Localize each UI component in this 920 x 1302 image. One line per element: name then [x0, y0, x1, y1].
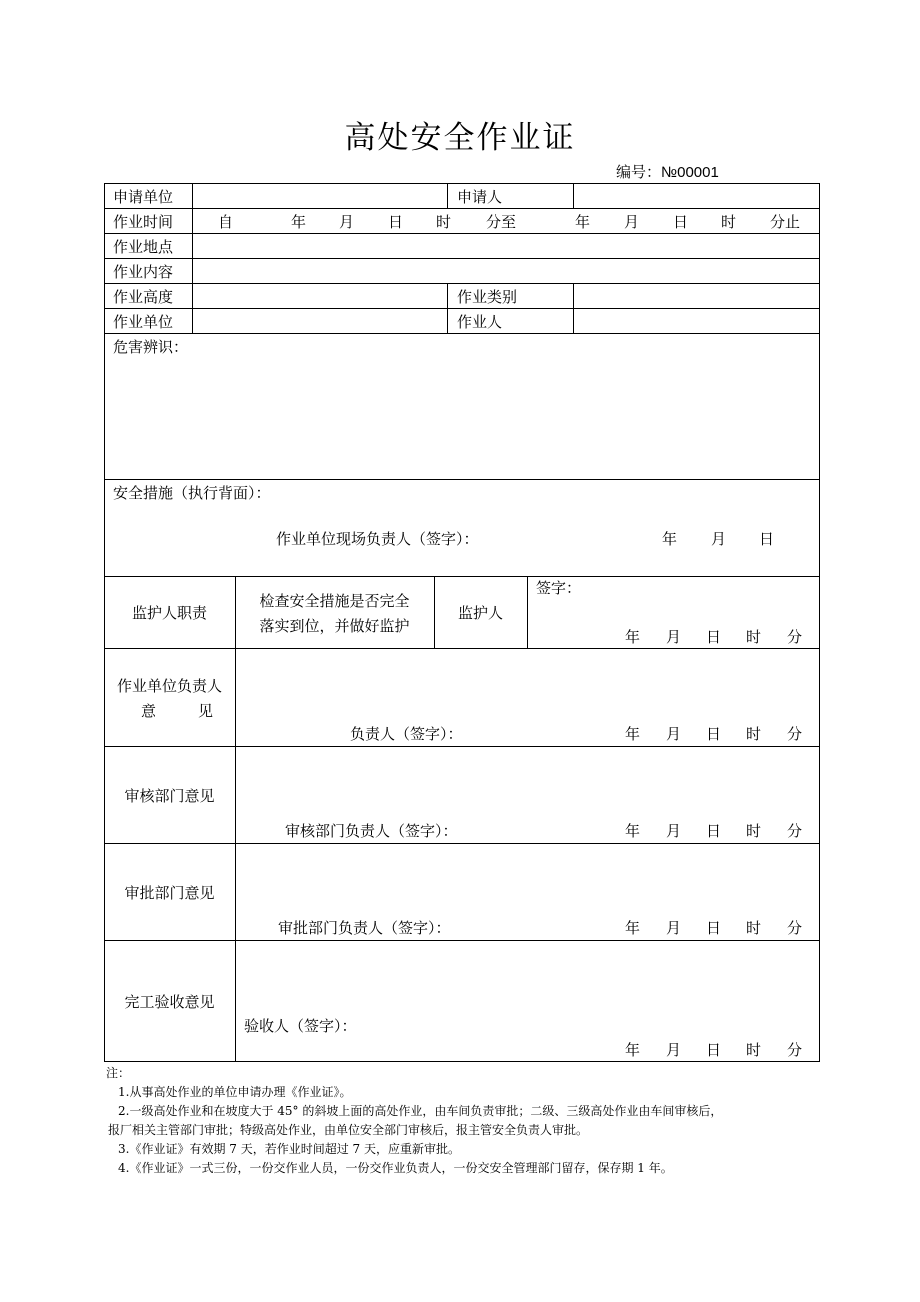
- grid-line: [104, 746, 820, 747]
- label-guardian-duty: 监护人职责: [131, 604, 207, 622]
- label-safety-measures: 安全措施（执行背面）：: [113, 484, 271, 502]
- notes-head: 注：: [106, 1066, 131, 1080]
- serial-label: 编号：: [616, 164, 662, 181]
- label-work-place: 作业地点: [113, 238, 174, 256]
- label-work-content: 作业内容: [113, 263, 174, 281]
- acceptance-sign-year: 年: [625, 1041, 641, 1059]
- safety-signer-label: 作业单位现场负责人（签字）：: [276, 530, 479, 548]
- guardian-sign-label: 签字：: [536, 579, 582, 597]
- grid-line: [235, 576, 236, 1062]
- safety-sign-year: 年: [662, 530, 678, 548]
- label-applicant: 申请人: [457, 188, 503, 206]
- guardian-sign-minute: 分: [787, 628, 803, 646]
- safety-sign-month: 月: [711, 530, 727, 548]
- grid-line: [104, 208, 820, 209]
- label-unit-leader-line2a: 意: [141, 702, 157, 720]
- time-end-hour: 时: [721, 213, 737, 231]
- label-approve-opinion: 审批部门意见: [124, 884, 215, 902]
- label-worker: 作业人: [457, 313, 503, 331]
- guardian-sign-month: 月: [666, 628, 682, 646]
- unit-leader-sign-year: 年: [625, 725, 641, 743]
- guardian-sign-hour: 时: [746, 628, 762, 646]
- acceptance-sign-day: 日: [706, 1041, 722, 1059]
- approve-sign-hour: 时: [746, 919, 762, 937]
- unit-leader-sign-day: 日: [706, 725, 722, 743]
- grid-line: [104, 576, 820, 577]
- notes-section: [106, 1064, 722, 1178]
- approve-sign-minute: 分: [787, 919, 803, 937]
- label-work-height: 作业高度: [113, 288, 174, 306]
- grid-line: [104, 283, 820, 284]
- grid-line: [573, 283, 574, 333]
- label-work-category: 作业类别: [457, 288, 518, 306]
- note-item: 3.《作业证》有效期 7 天，若作业时间超过 7 天，应重新审批。: [118, 1142, 460, 1156]
- time-end-day: 日: [673, 213, 689, 231]
- grid-line: [447, 183, 448, 208]
- unit-leader-signer-label: 负责人（签字）：: [350, 725, 463, 743]
- grid-line: [104, 308, 820, 309]
- grid-line: [192, 183, 193, 333]
- grid-line: [104, 183, 105, 1062]
- grid-line: [819, 183, 820, 1062]
- grid-line: [104, 333, 820, 334]
- approve-sign-day: 日: [706, 919, 722, 937]
- note-item: 4.《作业证》一式三份，一份交作业人员，一份交作业负责人，一份交安全管理部门留存，保存期 1 年。: [118, 1161, 673, 1175]
- time-end-month: 月: [624, 213, 640, 231]
- time-start-minute-to: 分至: [486, 213, 517, 231]
- unit-leader-sign-hour: 时: [746, 725, 762, 743]
- grid-line: [104, 479, 820, 480]
- serial-value: №00001: [661, 164, 719, 181]
- grid-line: [104, 940, 820, 941]
- grid-line: [104, 648, 820, 649]
- grid-line: [104, 233, 820, 234]
- grid-line: [104, 183, 820, 184]
- label-applicant-unit: 申请单位: [113, 188, 174, 206]
- time-start-month: 月: [339, 213, 355, 231]
- time-from: 自: [218, 213, 234, 231]
- time-start-day: 日: [388, 213, 404, 231]
- review-sign-hour: 时: [746, 822, 762, 840]
- document-title: 高处安全作业证: [344, 120, 576, 156]
- serial-number: [616, 161, 719, 182]
- label-work-unit: 作业单位: [113, 313, 174, 331]
- time-start-year: 年: [291, 213, 307, 231]
- review-sign-minute: 分: [787, 822, 803, 840]
- time-end-year: 年: [575, 213, 591, 231]
- grid-line: [447, 283, 448, 333]
- grid-line: [104, 1061, 820, 1062]
- label-unit-leader-line1: 作业单位负责人: [116, 677, 222, 695]
- label-guardian: 监护人: [457, 604, 503, 622]
- note-item: 2.一级高处作业和在坡度大于 45° 的斜坡上面的高处作业，由车间负责审批；二级、三级高处作业由车间审核后，: [118, 1104, 723, 1118]
- grid-line: [573, 183, 574, 208]
- review-sign-day: 日: [706, 822, 722, 840]
- safety-sign-day: 日: [759, 530, 775, 548]
- acceptance-sign-minute: 分: [787, 1041, 803, 1059]
- guardian-duty-line2: 落实到位，并做好监护: [259, 617, 410, 635]
- guardian-sign-day: 日: [706, 628, 722, 646]
- grid-line: [104, 258, 820, 259]
- label-acceptance-opinion: 完工验收意见: [124, 993, 215, 1011]
- time-end-minute: 分止: [770, 213, 801, 231]
- label-review-opinion: 审核部门意见: [124, 787, 215, 805]
- label-hazard-identification: 危害辨识：: [113, 338, 189, 356]
- note-item: 1.从事高处作业的单位申请办理《作业证》。: [118, 1085, 352, 1099]
- review-signer-label: 审核部门负责人（签字）：: [285, 822, 458, 840]
- unit-leader-sign-minute: 分: [787, 725, 803, 743]
- review-sign-month: 月: [666, 822, 682, 840]
- approve-sign-year: 年: [625, 919, 641, 937]
- label-unit-leader-line2b: 见: [198, 702, 214, 720]
- review-sign-year: 年: [625, 822, 641, 840]
- guardian-duty-line1: 检查安全措施是否完全: [259, 592, 410, 610]
- label-work-time: 作业时间: [113, 213, 174, 231]
- unit-leader-sign-month: 月: [666, 725, 682, 743]
- grid-line: [104, 843, 820, 844]
- acceptance-signer-label: 验收人（签字）：: [244, 1017, 357, 1035]
- note-item-continued: 报厂相关主管部门审批；特级高处作业，由单位安全部门审核后，报主管安全负责人审批。: [108, 1123, 589, 1137]
- acceptance-sign-month: 月: [666, 1041, 682, 1059]
- time-start-hour: 时: [436, 213, 452, 231]
- acceptance-sign-hour: 时: [746, 1041, 762, 1059]
- approve-sign-month: 月: [666, 919, 682, 937]
- grid-line: [527, 576, 528, 648]
- guardian-sign-year: 年: [625, 628, 641, 646]
- approve-signer-label: 审批部门负责人（签字）：: [278, 919, 451, 937]
